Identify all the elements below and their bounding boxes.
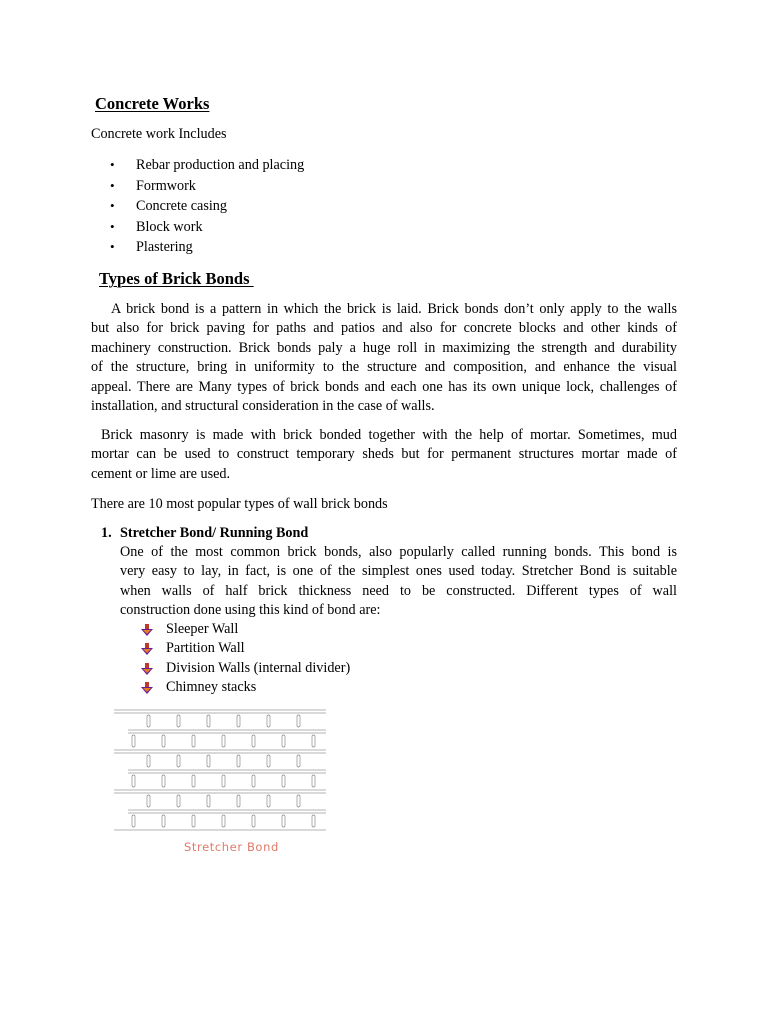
brick-joint [282, 735, 285, 747]
paragraph-line: A brick bond is a pattern in which the brick is laid. Brick bonds don’t only apply to the walls [111, 301, 677, 317]
brick-joint [237, 795, 240, 807]
brick-joint [177, 715, 180, 727]
paragraph-line: installation, and structural consideration in the case of walls. [91, 398, 435, 415]
brick-joint [132, 775, 135, 787]
list-item: Sleeper Wall [166, 620, 350, 639]
list-item: • Formwork [136, 176, 304, 197]
bullet-icon: • [110, 218, 115, 234]
arrow-bullet-icon [141, 624, 153, 636]
brick-joint [222, 775, 225, 787]
brick-joint [252, 815, 255, 827]
brick-joint [252, 735, 255, 747]
list-item: • Block work [136, 217, 304, 238]
brick-joint [207, 715, 210, 727]
brick-joint [192, 735, 195, 747]
brick-joint [237, 715, 240, 727]
brick-joint [222, 735, 225, 747]
paragraph-line: appeal. There are Many types of brick bonds and each one has its own unique lock, challenges of [91, 378, 677, 395]
brick-joint [192, 815, 195, 827]
paragraph-brick-masonry [91, 426, 677, 484]
bullet-icon: • [110, 198, 115, 213]
heading-concrete-works: Concrete Works [95, 94, 210, 113]
brick-joint [177, 755, 180, 767]
brick-joint [297, 795, 300, 807]
brick-joint [132, 735, 135, 747]
brick-joint [267, 755, 270, 767]
brick-joint [312, 775, 315, 787]
brick-joint [162, 815, 165, 827]
popular-bonds-line: There are 10 most popular types of wall brick bonds [91, 496, 388, 512]
concrete-intro: Concrete work Includes [91, 126, 227, 142]
list-item: Division Walls (internal divider) [166, 659, 350, 678]
paragraph-line: construction done using this kind of bond are: [120, 602, 381, 619]
list-item: Partition Wall [166, 639, 350, 658]
item-number: 1. [101, 525, 112, 541]
list-item: • Plastering [136, 237, 304, 258]
list-item: • Concrete casing [136, 196, 304, 217]
paragraph-line: of the structure, bring in uniformity to the structure and composition, and enhance the visual [91, 359, 677, 376]
concrete-list [110, 155, 305, 258]
brick-joint [282, 775, 285, 787]
paragraph-brick-bond-intro [91, 300, 677, 416]
brick-joint [222, 815, 225, 827]
paragraph-line: very easy to lay, in fact, is one of the simplest ones used today. Stretcher Bond is suitable [120, 563, 677, 580]
brick-joint [297, 715, 300, 727]
brick-joint [267, 715, 270, 727]
paragraph-line: but also for brick paving for paths and patios and also for concrete blocks and other kinds of [91, 320, 677, 337]
stretcher-bond-title: Stretcher Bond/ Running Bond [120, 525, 309, 541]
bullet-icon: • [110, 177, 115, 193]
brick-joint [207, 755, 210, 767]
brick-joint [147, 715, 150, 727]
paragraph-line: cement or lime are used. [91, 465, 231, 482]
brick-joint [162, 775, 165, 787]
brick-joint [237, 755, 240, 767]
bullet-icon: • [110, 239, 115, 254]
wall-types-list [166, 620, 350, 698]
paragraph-line: machinery construction. Brick bonds paly a huge roll in maximizing the strength and durability [91, 339, 677, 356]
brick-joint [147, 755, 150, 767]
brick-joint [252, 775, 255, 787]
brick-joint [297, 755, 300, 767]
paragraph-line: when walls of half brick thickness need to be constructed. Different types of wall [120, 582, 677, 599]
arrow-bullet-icon [141, 663, 153, 675]
heading-brick-bonds: Types of Brick Bonds [99, 269, 254, 288]
arrow-bullet-icon [141, 682, 153, 694]
arrow-bullet-icon [141, 643, 153, 655]
brick-joint [132, 815, 135, 827]
paragraph-line: Brick masonry is made with brick bonded together with the help of mortar. Sometimes, mud [101, 427, 677, 443]
list-item: • Rebar production and placing [136, 155, 304, 176]
bullet-icon: • [110, 157, 115, 172]
stretcher-bond-illustration [114, 708, 326, 832]
brick-joint [312, 735, 315, 747]
brick-joint [312, 815, 315, 827]
brick-joint [207, 795, 210, 807]
paragraph-line: One of the most common brick bonds, also popularly called running bonds. This bond is [120, 544, 677, 560]
paragraph-line: mortar can be used to construct temporary sheds but for permanent structures mortar made of [91, 446, 677, 463]
brick-joint [282, 815, 285, 827]
brick-joint [192, 775, 195, 787]
brick-joint [177, 795, 180, 807]
brick-joint [162, 735, 165, 747]
brick-joint [147, 795, 150, 807]
stretcher-bond-description [120, 543, 677, 621]
brick-joint [267, 795, 270, 807]
figure-caption: Stretcher Bond [184, 840, 279, 854]
list-item: Chimney stacks [166, 678, 350, 697]
